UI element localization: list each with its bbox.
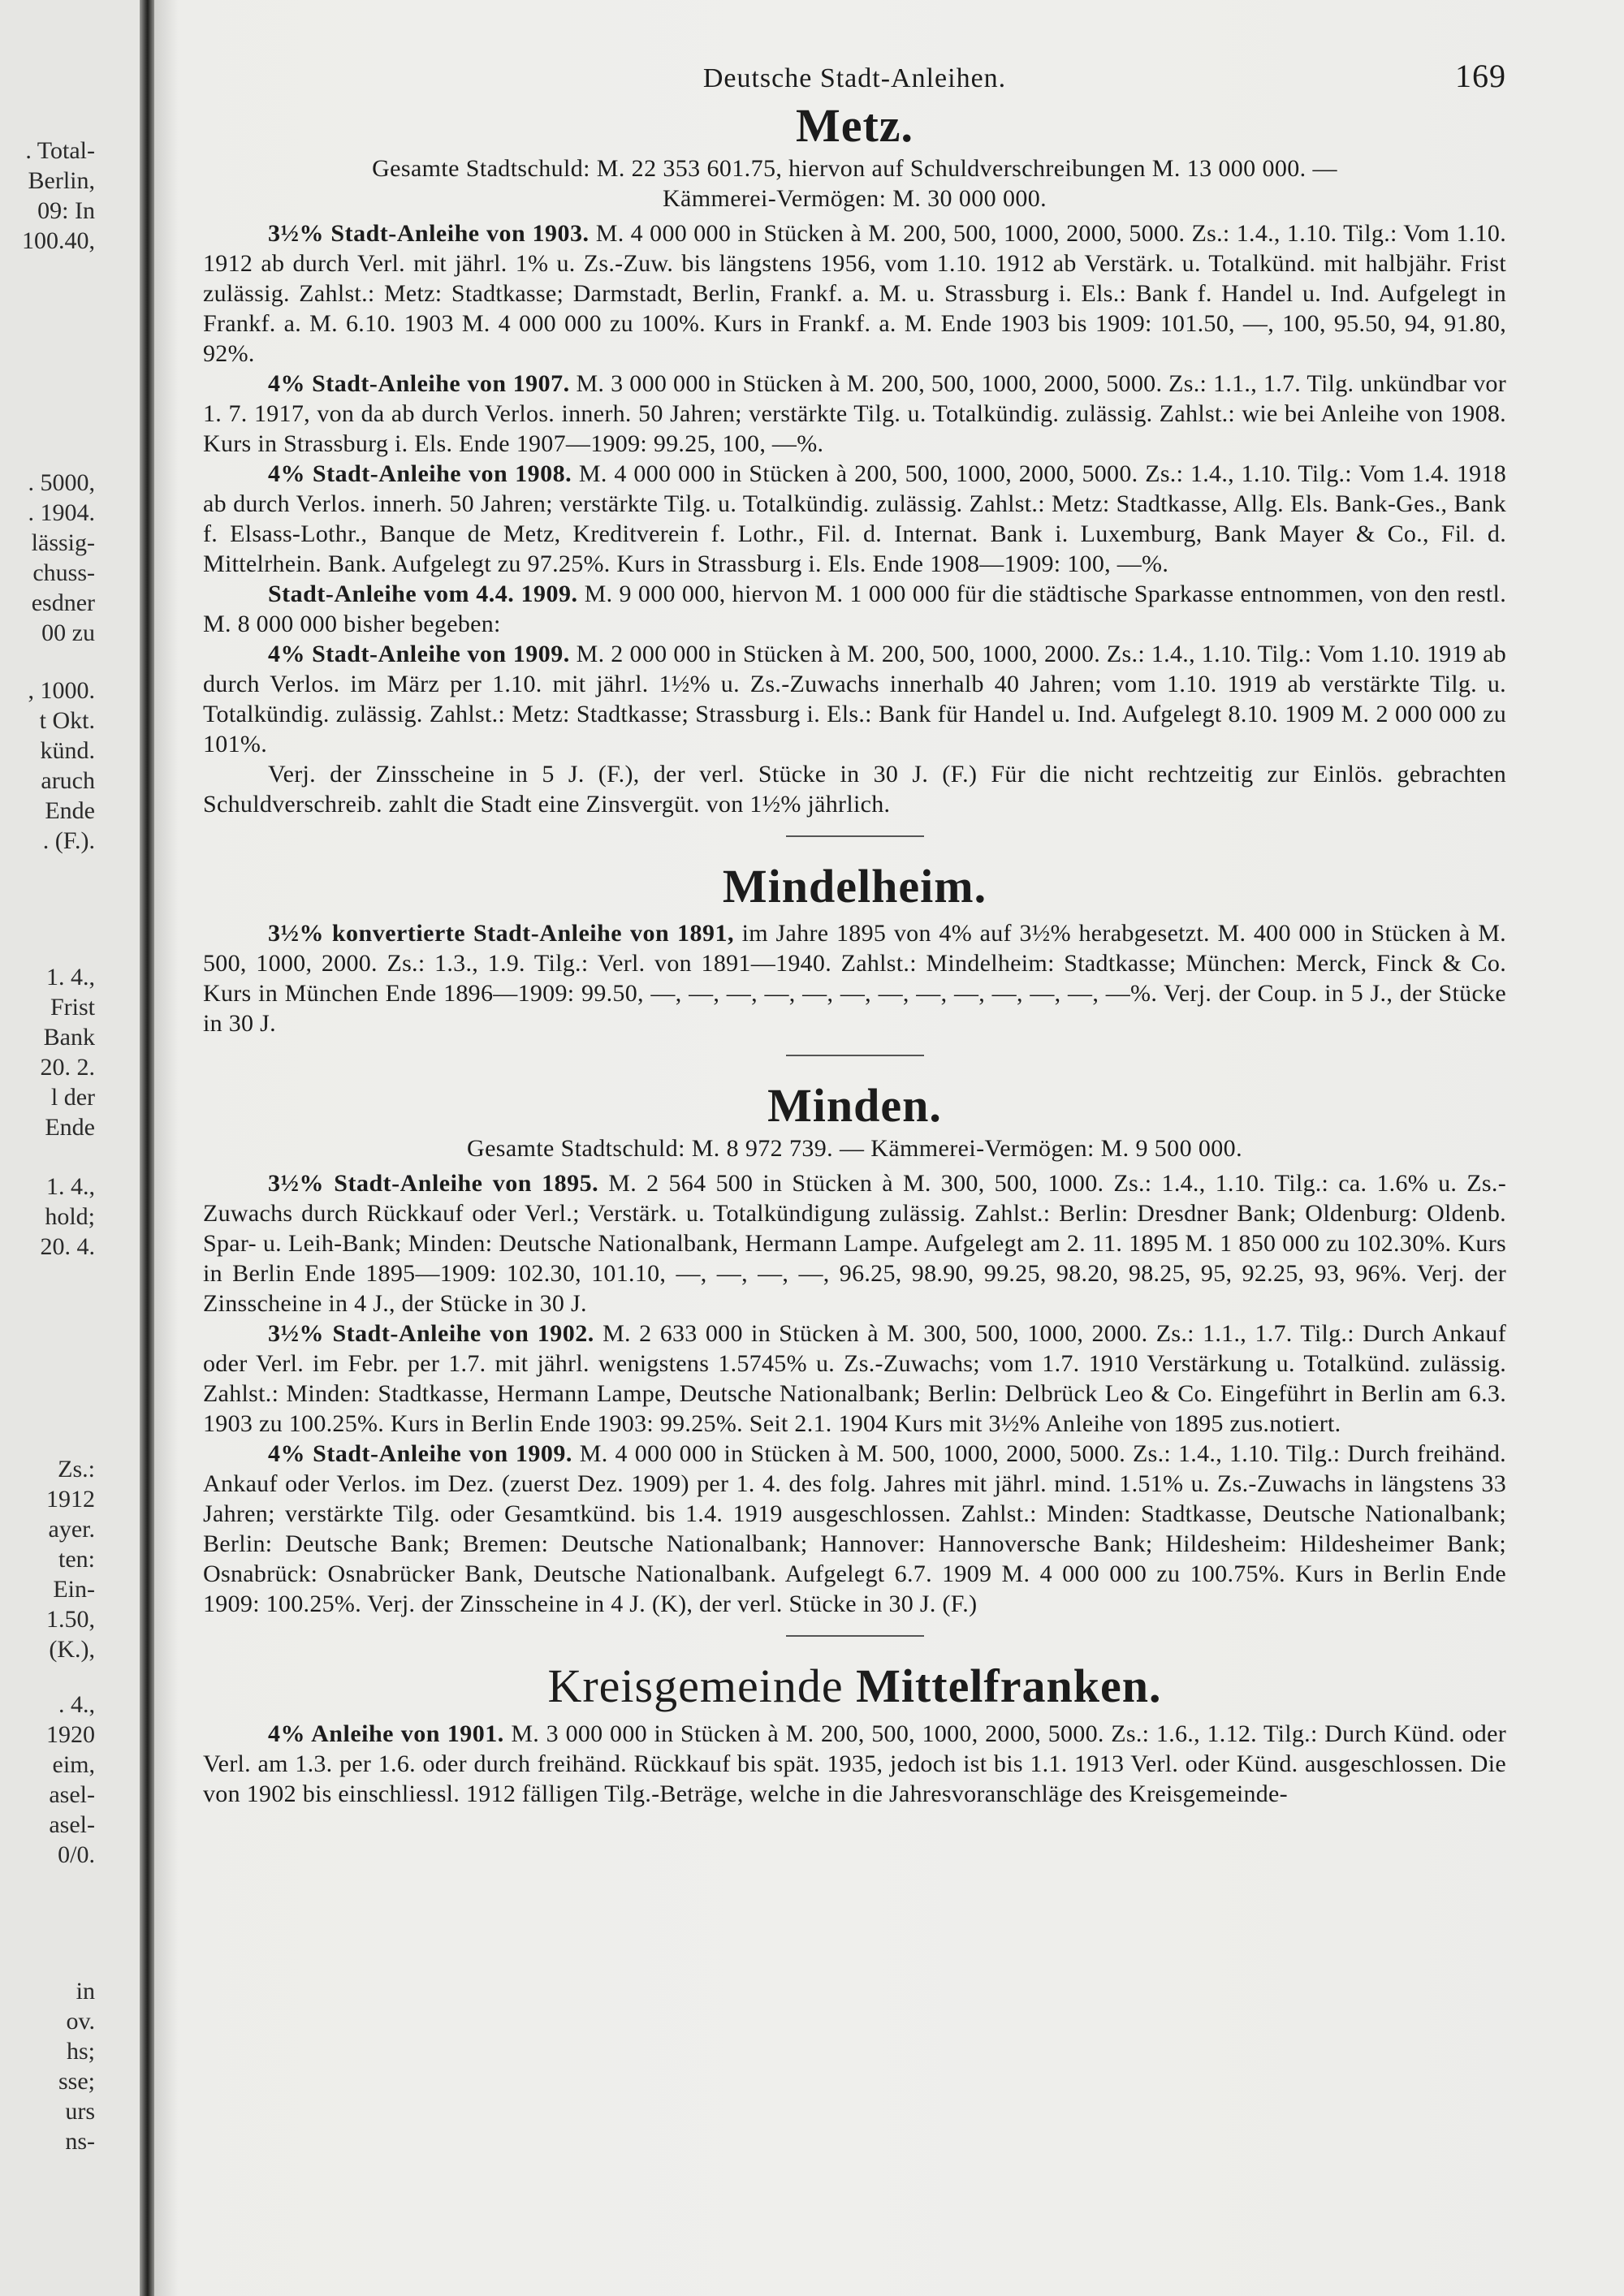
entry-text: M. 2 633 000 in Stücken à M. 300, 500, 1000, 2000. Zs.: 1.1., 1.7. Tilg.: Durch Ankauf oder Verl. im Febr. per 1.7. mit jährl. wenigstens 1.5745% u. Zs.-Zuwachs; vom 1.7. 1910 Verstärkung u. Totalkünd. zulässig. Zahlst.: Minden: Stadtkasse, Hermann Lampe, Deutsche Nationalbank; Berlin: Delbrück Leo & Co. Eingeführt in Berlin am 6.3. 1903 zu 100.25%. Kurs in Berlin Ende 1903: 99.25%. Seit 2.1. 1904 Kurs mit 3½% Anleihe von 1895 zus.notiert. bbox=[203, 1320, 1506, 1438]
metz-entry-1908 bbox=[203, 459, 1506, 579]
previous-page-margin bbox=[0, 0, 140, 2296]
heading-prefix: Kreisgemeinde bbox=[547, 1659, 857, 1713]
minden-entry-1909 bbox=[203, 1439, 1506, 1619]
previous-page-fragment: in bbox=[76, 1978, 95, 2005]
entry-text: M. 4 000 000 in Stücken à 200, 500, 1000, 2000, 5000. Zs.: 1.4., 1.10. Tilg.: Vom 1.4. 1918 ab durch Verlos. innerh. 50 Jahren; verstärkte Tilg. u. Totalkündig. zulässig. Zahlst.: Metz: Stadtkasse, Allg. Els. Bank-Ges., Bank f. Elsass-Lothr., Banque de Metz, Kreditverein f. Lothr., Fil. d. Internat. Bank i. Luxemburg, Bank Mayer & Co., Fil. d. Mittelrhein. Bank. Aufgelegt zu 97.25%. Kurs in Strassburg i. Els. Ende 1908—1909: 100, —%. bbox=[203, 460, 1507, 577]
section-metz bbox=[203, 99, 1506, 819]
entry-title: Stadt-Anleihe vom 4.4. 1909. bbox=[268, 580, 578, 607]
entry-title: 3½% konvertierte Stadt-Anleihe von 1891, bbox=[268, 920, 734, 947]
entry-title: 4% Stadt-Anleihe von 1908. bbox=[268, 460, 572, 487]
previous-page-fragment: sse; bbox=[58, 2068, 95, 2095]
previous-page-fragment: 1. 4., bbox=[46, 1173, 95, 1200]
previous-page-fragment: aruch bbox=[41, 767, 95, 794]
metz-debt-summary: Gesamte Stadtschuld: M. 22 353 601.75, hiervon auf Schuldverschreibungen M. 13 000 000. — bbox=[372, 154, 1337, 182]
minden-summary: Gesamte Stadtschuld: M. 8 972 739. — Kämmerei-Vermögen: M. 9 500 000. bbox=[467, 1135, 1242, 1163]
previous-page-fragment: chuss- bbox=[32, 559, 95, 586]
previous-page-fragment: 20. 4. bbox=[40, 1233, 95, 1260]
metz-entry-verjaehrung bbox=[203, 759, 1506, 819]
section-mindelheim bbox=[203, 860, 1506, 1039]
entry-text: M. 3 000 000 in Stücken à M. 200, 500, 1000, 2000, 5000. Zs.: 1.6., 1.12. Tilg.: Durch Künd. oder Verl. am 1.3. per 1.6. oder durch freihänd. Rückkauf bis spät. 1935, jedoch ist bis 1.1. 1913 Verl. oder Künd. ausgeschlossen. Die von 1902 bis einschliessl. 1912 fälligen Tilg.-Beträge, welche in die Jahresvoranschläge des Kreisgemeinde- bbox=[203, 1720, 1506, 1807]
previous-page-fragment: 1920 bbox=[46, 1721, 95, 1748]
entry-text: M. 9 000 000, hiervon M. 1 000 000 für die städtische Sparkasse entnommen, von den restl. M. 8 000 000 bisher begeben: bbox=[203, 580, 1506, 637]
previous-page-fragment: 00 zu bbox=[41, 619, 95, 646]
previous-page-fragment: t Okt. bbox=[39, 707, 95, 734]
section-heading-mindelheim: Mindelheim. bbox=[722, 859, 987, 913]
previous-page-fragment: . 1904. bbox=[28, 499, 95, 526]
previous-page-fragment: Ende bbox=[45, 797, 95, 824]
section-heading-mittelfranken bbox=[203, 1659, 1506, 1714]
metz-assets-summary: Kämmerei-Vermögen: M. 30 000 000. bbox=[662, 184, 1047, 212]
heading-main: Mittelfranken. bbox=[856, 1659, 1162, 1713]
previous-page-fragment: urs bbox=[65, 2098, 95, 2125]
previous-page-fragment: ov. bbox=[66, 2008, 95, 2035]
entry-text: M. 4 000 000 in Stücken à M. 200, 500, 1000, 2000, 5000. Zs.: 1.4., 1.10. Tilg.: Vom 1.10. 1912 ab durch Verl. mit jährl. 1% u. Zs.-Zuw. bis längstens 1956, vom 1.10. 1912 ab Verstärk. u. Totalkünd. mit halbjähr. Frist zulässig. Zahlst.: Metz: Stadtkasse; Darmstadt, Berlin, Frankf. a. M. u. Strassburg i. Els.: Bank f. Handel u. Ind. Aufgelegt in Frankf. a. M. 6.10. 1903 M. 4 000 000 zu 100%. Kurs in Frankf. a. M. Ende 1903 bis 1909: 101.50, —, 100, 95.50, 94, 91.80, 92%. bbox=[203, 219, 1507, 367]
previous-page-fragment: ten: bbox=[58, 1546, 95, 1573]
previous-page-fragment: . 5000, bbox=[28, 469, 95, 496]
previous-page-fragment: künd. bbox=[40, 737, 95, 764]
mindelheim-entry-1891 bbox=[203, 918, 1506, 1038]
section-minden bbox=[203, 1079, 1506, 1619]
section-divider bbox=[786, 835, 924, 837]
running-head bbox=[203, 57, 1506, 99]
previous-page-fragment: . 4., bbox=[58, 1691, 95, 1718]
previous-page-fragment: . Total- bbox=[25, 137, 95, 164]
entry-text: M. 3 000 000 in Stücken à M. 200, 500, 1000, 2000, 5000. Zs.: 1.1., 1.7. Tilg. unkündbar vor 1. 7. 1917, von da ab durch Verlos. innerh. 50 Jahren; verstärkte Tilg. u. Totalkündig. zulässig. Zahlst.: wie bei Anleihe von 1908. Kurs in Strassburg i. Els. Ende 1907—1909: 99.25, 100, —%. bbox=[203, 369, 1506, 457]
previous-page-fragment: , 1000. bbox=[28, 677, 95, 704]
previous-page-fragment: 1. 4., bbox=[46, 964, 95, 990]
minden-entry-1895 bbox=[203, 1168, 1506, 1318]
previous-page-fragment: ayer. bbox=[48, 1516, 95, 1543]
entry-title: 4% Stadt-Anleihe von 1907. bbox=[268, 369, 570, 397]
gutter-shadow bbox=[154, 0, 179, 2296]
book-gutter bbox=[140, 0, 154, 2296]
previous-page-fragment: 1912 bbox=[46, 1486, 95, 1513]
previous-page-fragment: Berlin, bbox=[28, 167, 95, 194]
entry-text: im Jahre 1895 von 4% auf 3½% herabgesetzt. M. 400 000 in Stücken à M. 500, 1000, 2000. Zs.: 1.3., 1.9. Tilg.: Verl. von 1891—1940. Zahlst.: Mindelheim: Stadtkasse; München: Merck, Finck & Co. Kurs in München Ende 1896—1909: 99.50, —, —, —, —, —, —, —, —, —, —, —, —, —%. Verj. der Coup. in 5 J., der Stücke in 30 J. bbox=[203, 920, 1506, 1038]
page-number: 169 bbox=[1455, 58, 1506, 94]
previous-page-fragment: 20. 2. bbox=[40, 1054, 95, 1081]
metz-entry-1909-loan bbox=[203, 579, 1506, 639]
section-divider bbox=[786, 1635, 924, 1637]
previous-page-fragment: Bank bbox=[43, 1024, 95, 1051]
previous-page-fragment: 09: In bbox=[37, 197, 95, 224]
previous-page-fragment: hs; bbox=[66, 2038, 95, 2065]
previous-page-fragment: asel- bbox=[49, 1811, 95, 1838]
previous-page-fragment: ns- bbox=[65, 2128, 95, 2155]
entry-title: 4% Stadt-Anleihe von 1909. bbox=[268, 1440, 572, 1468]
running-head-title: Deutsche Stadt-Anleihen. bbox=[702, 63, 1007, 93]
entry-title: 3½% Stadt-Anleihe von 1895. bbox=[268, 1170, 599, 1198]
entry-title: 3½% Stadt-Anleihe von 1903. bbox=[268, 219, 590, 247]
metz-entry-1903 bbox=[203, 218, 1506, 369]
document-page bbox=[203, 57, 1506, 1809]
previous-page-fragment: Zs.: bbox=[58, 1456, 95, 1482]
previous-page-fragment: 0/0. bbox=[58, 1841, 95, 1868]
previous-page-fragment: . (F.). bbox=[42, 827, 95, 854]
previous-page-fragment: (K.), bbox=[49, 1636, 95, 1663]
previous-page-fragment: eim, bbox=[52, 1751, 95, 1778]
previous-page-fragment: lässig- bbox=[31, 529, 95, 556]
metz-entry-1907 bbox=[203, 369, 1506, 459]
entry-text: M. 2 564 500 in Stücken à M. 300, 500, 1000. Zs.: 1.4., 1.10. Tilg.: ca. 1.6% u. Zs.-Zuwachs durch Rückkauf oder Verl.; Verstärk. u. Totalkündigung zulässig. Zahlst.: Berlin: Dresdner Bank; Oldenburg: Oldenb. Spar- u. Leih-Bank; Minden: Deutsche Nationalbank, Hermann Lampe. Aufgelegt am 2. 11. 1895 M. 1 850 000 zu 102.30%. Kurs in Berlin Ende 1895—1909: 102.30, 101.10, —, —, —, —, 96.25, 98.90, 99.25, 98.20, 98.25, 95, 92.25, 93, 96%. Verj. der Zinsscheine in 4 J., der Stücke in 30 J. bbox=[203, 1170, 1506, 1318]
previous-page-fragment: asel- bbox=[49, 1781, 95, 1808]
previous-page-fragment: 1.50, bbox=[46, 1606, 95, 1633]
minden-entry-1902 bbox=[203, 1318, 1506, 1439]
entry-title: 3½% Stadt-Anleihe von 1902. bbox=[268, 1320, 594, 1348]
previous-page-fragment: Frist bbox=[50, 994, 95, 1021]
previous-page-fragment: hold; bbox=[45, 1203, 95, 1230]
entry-title: 4% Stadt-Anleihe von 1909. bbox=[268, 640, 570, 667]
entry-text: M. 4 000 000 in Stücken à M. 500, 1000, 2000, 5000. Zs.: 1.4., 1.10. Tilg.: Durch freihänd. Ankauf oder Verlos. im Dez. (zuerst Dez. 1909) per 1. 4. des folg. Jahres mit jährl. mind. 1.51% u. Zs.-Zuwachs in längstens 33 Jahren; verstärkte Tilg. oder Gesamtkünd. bis 1.4. 1919 ausgeschlossen. Zahlst.: Minden: Stadtkasse, Deutsche Nationalbank; Berlin: Deutsche Bank; Bremen: Deutsche Nationalbank; Hannover: Hannoversche Bank; Hildesheim: Hildesheimer Bank; Osnabrück: Osnabrücker Bank, Deutsche Nationalbank. Aufgelegt 6.7. 1909 M. 4 000 000 zu 100.75%. Kurs in Berlin Ende 1909: 100.25%. Verj. der Zinsscheine in 4 J. (K), der verl. Stücke in 30 J. (F.) bbox=[203, 1440, 1506, 1618]
metz-entry-1909 bbox=[203, 639, 1506, 759]
entry-text: Verj. der Zinsscheine in 5 J. (F.), der verl. Stücke in 30 J. (F.) Für die nicht rechtzeitig zur Einlös. gebrachten Schuldverschreib. zahlt die Stadt eine Zinsvergüt. von 1½% jährlich. bbox=[203, 760, 1506, 818]
section-heading-metz: Metz. bbox=[795, 99, 914, 152]
mittelfranken-entry-1901 bbox=[203, 1719, 1506, 1809]
entry-title: 4% Anleihe von 1901. bbox=[268, 1720, 504, 1747]
previous-page-fragment: l der bbox=[50, 1084, 95, 1111]
section-heading-minden: Minden. bbox=[767, 1079, 942, 1133]
section-mittelfranken bbox=[203, 1659, 1506, 1809]
previous-page-fragment: 100.40, bbox=[22, 227, 95, 254]
previous-page-fragment: Ende bbox=[45, 1114, 95, 1141]
entry-text: M. 2 000 000 in Stücken à M. 200, 500, 1000, 2000. Zs.: 1.4., 1.10. Tilg.: Vom 1.10. 1919 ab durch Verlos. im März per 1.10. mit jährl. 1½% u. Zs.-Zuwachs innerhalb 40 Jahren; vom 1.10. 1919 ab verstärkte Tilg. u. Totalkündig. zulässig. Zahlst.: Metz: Stadtkasse; Strassburg i. Els.: Bank für Handel u. Ind. Aufgelegt 8.10. 1909 M. 2 000 000 zu 101%. bbox=[203, 640, 1506, 757]
previous-page-fragment: Ein- bbox=[53, 1576, 95, 1603]
previous-page-fragment: esdner bbox=[31, 589, 95, 616]
section-divider bbox=[786, 1055, 924, 1056]
